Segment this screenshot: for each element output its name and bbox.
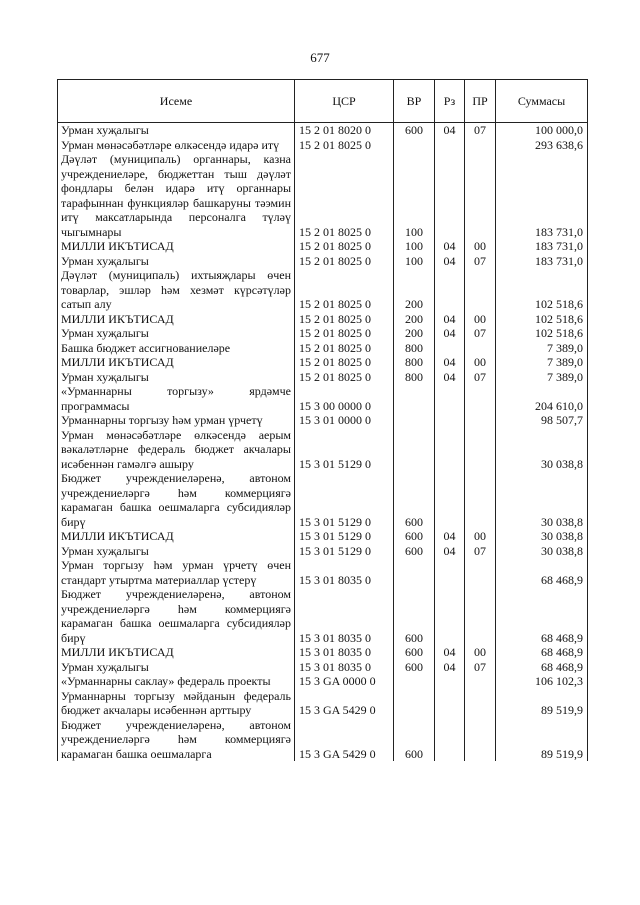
cell-csr: 15 2 01 8025 0 xyxy=(295,355,394,370)
cell-csr: 15 2 01 8025 0 xyxy=(295,312,394,327)
cell-rz: 04 xyxy=(435,355,465,370)
table-row xyxy=(58,645,588,660)
cell-name: Урман хуҗалыгы xyxy=(58,370,295,385)
table-row xyxy=(58,268,588,312)
table-row xyxy=(58,413,588,428)
cell-pr: 00 xyxy=(465,312,496,327)
cell-rz xyxy=(435,152,465,239)
cell-sum: 102 518,6 xyxy=(496,312,588,327)
column-header-sum: Суммасы xyxy=(496,80,588,123)
cell-vr: 800 xyxy=(394,355,435,370)
cell-csr: 15 2 01 8025 0 xyxy=(295,239,394,254)
cell-rz xyxy=(435,138,465,153)
cell-sum: 89 519,9 xyxy=(496,718,588,762)
cell-sum: 293 638,6 xyxy=(496,138,588,153)
cell-vr: 100 xyxy=(394,239,435,254)
cell-name: МИЛЛИ ИКЪТИСАД xyxy=(58,529,295,544)
cell-rz xyxy=(435,558,465,587)
cell-name: Урман мөнәсәбәтләре өлкәсендә аерым вәкаләтләрне федераль бюджет акчалары исәбеннән гамәлгә ашыру xyxy=(58,428,295,472)
cell-sum: 30 038,8 xyxy=(496,529,588,544)
column-header-csr: ЦСР xyxy=(295,80,394,123)
table-row xyxy=(58,558,588,587)
cell-name: МИЛЛИ ИКЪТИСАД xyxy=(58,355,295,370)
cell-csr: 15 2 01 8025 0 xyxy=(295,341,394,356)
cell-sum: 7 389,0 xyxy=(496,355,588,370)
column-header-pr: ПР xyxy=(465,80,496,123)
cell-csr: 15 3 01 5129 0 xyxy=(295,428,394,472)
cell-name: МИЛЛИ ИКЪТИСАД xyxy=(58,312,295,327)
cell-vr xyxy=(394,413,435,428)
table-body xyxy=(58,123,588,762)
budget-table xyxy=(57,79,588,761)
cell-csr: 15 2 01 8025 0 xyxy=(295,138,394,153)
cell-sum: 183 731,0 xyxy=(496,152,588,239)
cell-pr: 07 xyxy=(465,660,496,675)
column-header-rz: Рз xyxy=(435,80,465,123)
cell-csr: 15 3 01 5129 0 xyxy=(295,529,394,544)
table-row xyxy=(58,326,588,341)
cell-sum: 30 038,8 xyxy=(496,471,588,529)
column-header-vr: ВР xyxy=(394,80,435,123)
cell-csr: 15 3 01 8035 0 xyxy=(295,645,394,660)
cell-rz: 04 xyxy=(435,544,465,559)
cell-sum: 68 468,9 xyxy=(496,660,588,675)
cell-vr xyxy=(394,674,435,689)
cell-csr: 15 3 01 8035 0 xyxy=(295,587,394,645)
cell-name: Урман хуҗалыгы xyxy=(58,123,295,138)
cell-rz xyxy=(435,689,465,718)
cell-pr xyxy=(465,413,496,428)
cell-csr: 15 3 GA 0000 0 xyxy=(295,674,394,689)
cell-name: МИЛЛИ ИКЪТИСАД xyxy=(58,239,295,254)
cell-vr: 200 xyxy=(394,312,435,327)
cell-name: «Урманнарны торгызу» ярдәмче программасы xyxy=(58,384,295,413)
cell-vr: 100 xyxy=(394,152,435,239)
cell-pr xyxy=(465,138,496,153)
cell-sum: 102 518,6 xyxy=(496,268,588,312)
cell-rz: 04 xyxy=(435,326,465,341)
cell-name: Башка бюджет ассигнованиеләре xyxy=(58,341,295,356)
cell-csr: 15 3 GA 5429 0 xyxy=(295,718,394,762)
cell-csr: 15 2 01 8020 0 xyxy=(295,123,394,138)
table-row xyxy=(58,254,588,269)
cell-vr: 800 xyxy=(394,370,435,385)
table-row xyxy=(58,341,588,356)
cell-vr: 600 xyxy=(394,587,435,645)
cell-vr: 200 xyxy=(394,326,435,341)
cell-rz xyxy=(435,471,465,529)
cell-pr: 00 xyxy=(465,239,496,254)
cell-pr xyxy=(465,341,496,356)
cell-csr: 15 3 01 8035 0 xyxy=(295,558,394,587)
cell-name: Дәүләт (муниципаль) органнары, казна учреждениеләре, бюджеттан тыш дәүләт фондлары белән идарә итү органнары тарафыннан функцияләр башкаруны тәэмин итү максатларында персоналга түләү чыгымнары xyxy=(58,152,295,239)
cell-sum: 183 731,0 xyxy=(496,254,588,269)
cell-sum: 102 518,6 xyxy=(496,326,588,341)
cell-pr: 07 xyxy=(465,544,496,559)
table-row xyxy=(58,660,588,675)
cell-pr xyxy=(465,674,496,689)
cell-pr: 00 xyxy=(465,529,496,544)
table-row xyxy=(58,138,588,153)
table-row xyxy=(58,587,588,645)
cell-pr xyxy=(465,384,496,413)
column-header-name: Исеме xyxy=(58,80,295,123)
cell-sum: 204 610,0 xyxy=(496,384,588,413)
table-row xyxy=(58,471,588,529)
cell-pr xyxy=(465,558,496,587)
cell-rz: 04 xyxy=(435,645,465,660)
cell-rz xyxy=(435,384,465,413)
cell-csr: 15 2 01 8025 0 xyxy=(295,370,394,385)
cell-pr xyxy=(465,689,496,718)
cell-rz: 04 xyxy=(435,660,465,675)
table-header-row xyxy=(58,80,588,123)
cell-csr: 15 3 GA 5429 0 xyxy=(295,689,394,718)
cell-vr xyxy=(394,689,435,718)
cell-vr: 200 xyxy=(394,268,435,312)
table-row xyxy=(58,689,588,718)
cell-rz xyxy=(435,341,465,356)
cell-rz: 04 xyxy=(435,529,465,544)
cell-name: Урманнарны торгызу мәйданын федераль бюджет акчалары исәбеннән арттыру xyxy=(58,689,295,718)
cell-rz: 04 xyxy=(435,123,465,138)
cell-name: Урман хуҗалыгы xyxy=(58,254,295,269)
cell-pr: 00 xyxy=(465,645,496,660)
cell-name: Бюджет учреждениеләренә, автоном учреждениеләргә һәм коммерциягә карамаган башка оешмаларга субсидияләр бирү xyxy=(58,471,295,529)
cell-name: Урманнарны торгызу һәм урман үрчетү xyxy=(58,413,295,428)
table-row xyxy=(58,384,588,413)
cell-rz xyxy=(435,413,465,428)
cell-pr: 07 xyxy=(465,123,496,138)
cell-csr: 15 3 01 8035 0 xyxy=(295,660,394,675)
cell-rz: 04 xyxy=(435,239,465,254)
table-row xyxy=(58,529,588,544)
cell-name: МИЛЛИ ИКЪТИСАД xyxy=(58,645,295,660)
cell-pr xyxy=(465,718,496,762)
cell-name: «Урманнарны саклау» федераль проекты xyxy=(58,674,295,689)
cell-vr: 800 xyxy=(394,341,435,356)
cell-sum: 98 507,7 xyxy=(496,413,588,428)
cell-vr xyxy=(394,384,435,413)
cell-rz: 04 xyxy=(435,370,465,385)
cell-pr: 07 xyxy=(465,370,496,385)
table-row xyxy=(58,718,588,762)
cell-csr: 15 2 01 8025 0 xyxy=(295,254,394,269)
table-row xyxy=(58,123,588,138)
cell-sum: 183 731,0 xyxy=(496,239,588,254)
cell-vr: 600 xyxy=(394,645,435,660)
cell-name: Урман хуҗалыгы xyxy=(58,326,295,341)
cell-pr: 07 xyxy=(465,326,496,341)
cell-rz xyxy=(435,587,465,645)
table-row xyxy=(58,355,588,370)
cell-sum: 30 038,8 xyxy=(496,544,588,559)
cell-pr xyxy=(465,268,496,312)
cell-pr xyxy=(465,428,496,472)
cell-vr xyxy=(394,558,435,587)
cell-pr xyxy=(465,471,496,529)
cell-sum: 68 468,9 xyxy=(496,587,588,645)
cell-sum: 68 468,9 xyxy=(496,645,588,660)
cell-vr: 600 xyxy=(394,660,435,675)
cell-pr: 00 xyxy=(465,355,496,370)
cell-csr: 15 3 01 0000 0 xyxy=(295,413,394,428)
cell-sum: 106 102,3 xyxy=(496,674,588,689)
cell-csr: 15 2 01 8025 0 xyxy=(295,152,394,239)
cell-sum: 7 389,0 xyxy=(496,370,588,385)
cell-vr: 600 xyxy=(394,471,435,529)
cell-name: Урман торгызу һәм урман үрчетү өчен стандарт утыртма материаллар үстерү xyxy=(58,558,295,587)
cell-sum: 89 519,9 xyxy=(496,689,588,718)
table-row xyxy=(58,239,588,254)
cell-sum: 68 468,9 xyxy=(496,558,588,587)
cell-name: Урман мөнәсәбәтләре өлкәсендә идарә итү xyxy=(58,138,295,153)
cell-rz xyxy=(435,428,465,472)
cell-rz: 04 xyxy=(435,312,465,327)
cell-name: Дәүләт (муниципаль) ихтыяҗлары өчен товарлар, эшләр һәм хезмәт күрсәтүләр сатып алу xyxy=(58,268,295,312)
page-number: 677 xyxy=(310,50,330,65)
cell-csr: 15 3 01 5129 0 xyxy=(295,471,394,529)
cell-vr: 100 xyxy=(394,254,435,269)
cell-vr: 600 xyxy=(394,544,435,559)
cell-vr: 600 xyxy=(394,718,435,762)
cell-csr: 15 2 01 8025 0 xyxy=(295,326,394,341)
cell-pr xyxy=(465,152,496,239)
cell-rz xyxy=(435,268,465,312)
cell-rz: 04 xyxy=(435,254,465,269)
table-row xyxy=(58,428,588,472)
cell-pr: 07 xyxy=(465,254,496,269)
cell-name: Урман хуҗалыгы xyxy=(58,660,295,675)
cell-name: Урман хуҗалыгы xyxy=(58,544,295,559)
table-row xyxy=(58,674,588,689)
cell-sum: 100 000,0 xyxy=(496,123,588,138)
cell-vr: 600 xyxy=(394,529,435,544)
cell-name: Бюджет учреждениеләренә, автоном учреждениеләргә һәм коммерциягә карамаган башка оешмаларга xyxy=(58,718,295,762)
cell-name: Бюджет учреждениеләренә, автоном учреждениеләргә һәм коммерциягә карамаган башка оешмаларга субсидияләр бирү xyxy=(58,587,295,645)
cell-rz xyxy=(435,674,465,689)
table-row xyxy=(58,312,588,327)
cell-vr: 600 xyxy=(394,123,435,138)
table-row xyxy=(58,544,588,559)
cell-vr xyxy=(394,138,435,153)
cell-sum: 30 038,8 xyxy=(496,428,588,472)
cell-vr xyxy=(394,428,435,472)
cell-sum: 7 389,0 xyxy=(496,341,588,356)
cell-csr: 15 3 01 5129 0 xyxy=(295,544,394,559)
table-row xyxy=(58,152,588,239)
cell-rz xyxy=(435,718,465,762)
cell-pr xyxy=(465,587,496,645)
cell-csr: 15 2 01 8025 0 xyxy=(295,268,394,312)
table-row xyxy=(58,370,588,385)
cell-csr: 15 3 00 0000 0 xyxy=(295,384,394,413)
